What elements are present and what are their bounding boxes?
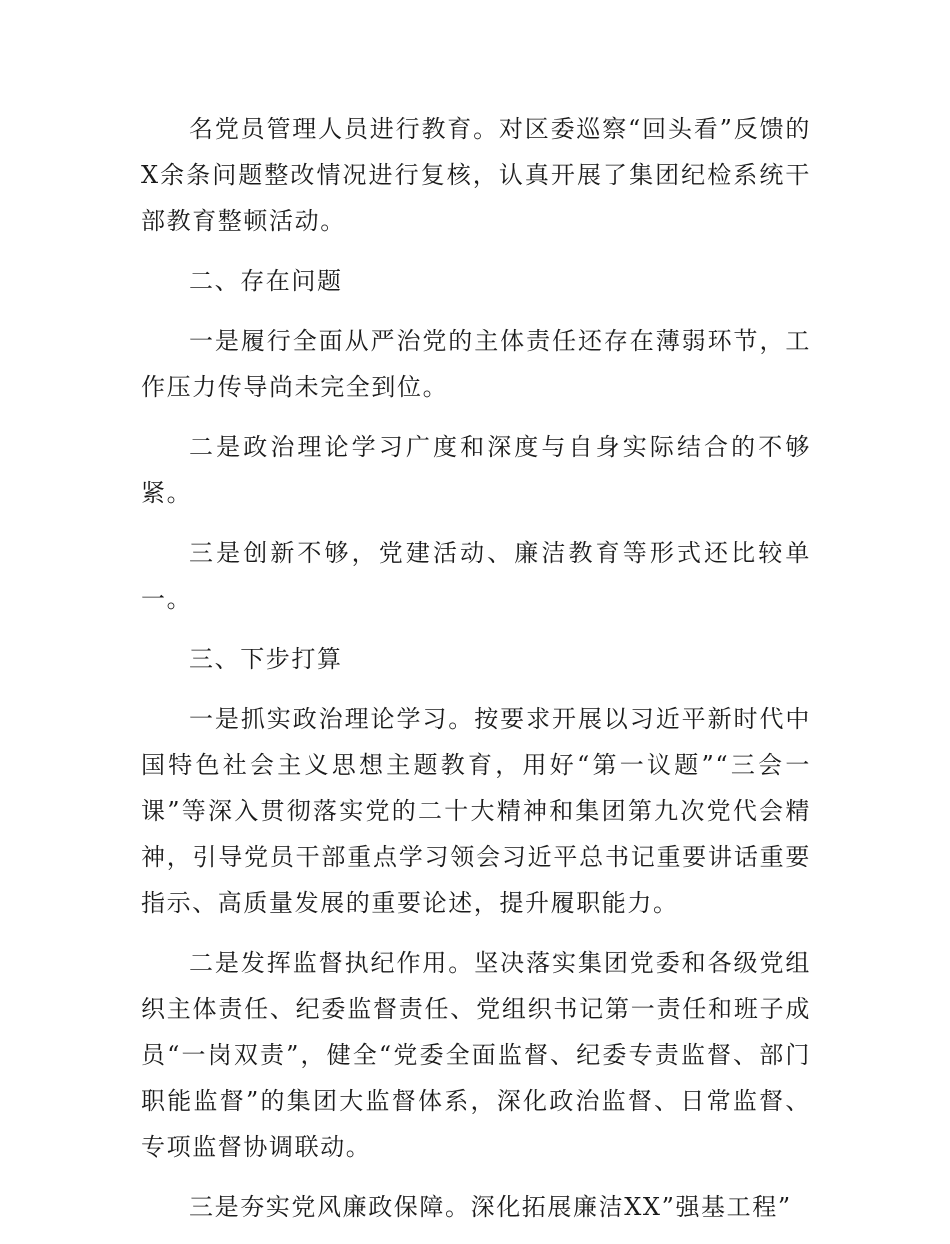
paragraph-problem-3: 三是创新不够，党建活动、廉洁教育等形式还比较单一。 (141, 539, 811, 613)
paragraph-problem-2: 二是政治理论学习广度和深度与自身实际结合的不够紧。 (141, 433, 811, 507)
document-body (141, 106, 811, 1244)
paragraph-problem-1: 一是履行全面从严治党的主体责任还存在薄弱环节，工作压力传导尚未完全到位。 (141, 327, 811, 401)
paragraph-plan-2: 二是发挥监督执纪作用。坚决落实集团党委和各级党组织主体责任、纪委监督责任、党组织书记第一责任和班子成员“一岗双责”，健全“党委全面监督、纪委专责监督、部门职能监督”的集团大监督体系，深化政治监督、日常监督、专项监督协调联动。 (141, 949, 811, 1161)
paragraph-inspection-review: 名党员管理人员进行教育。对区委巡察“回头看”反馈的X余条问题整改情况进行复核，认真开展了集团纪检系统干部教育整顿活动。 (141, 115, 811, 235)
paragraph-plan-1: 一是抓实政治理论学习。按要求开展以习近平新时代中国特色社会主义思想主题教育，用好“第一议题”“三会一课”等深入贯彻落实党的二十大精神和集团第九次党代会精神，引导党员干部重点学习领会习近平总书记重要讲话重要指示、高质量发展的重要论述，提升履职能力。 (141, 705, 811, 917)
paragraph-plan-3: 三是夯实党风廉政保障。深化拓展廉洁XX”强基工程” (189, 1193, 792, 1221)
section-heading-problems: 二、存在问题 (189, 267, 343, 295)
section-heading-next-steps: 三、下步打算 (189, 645, 343, 673)
